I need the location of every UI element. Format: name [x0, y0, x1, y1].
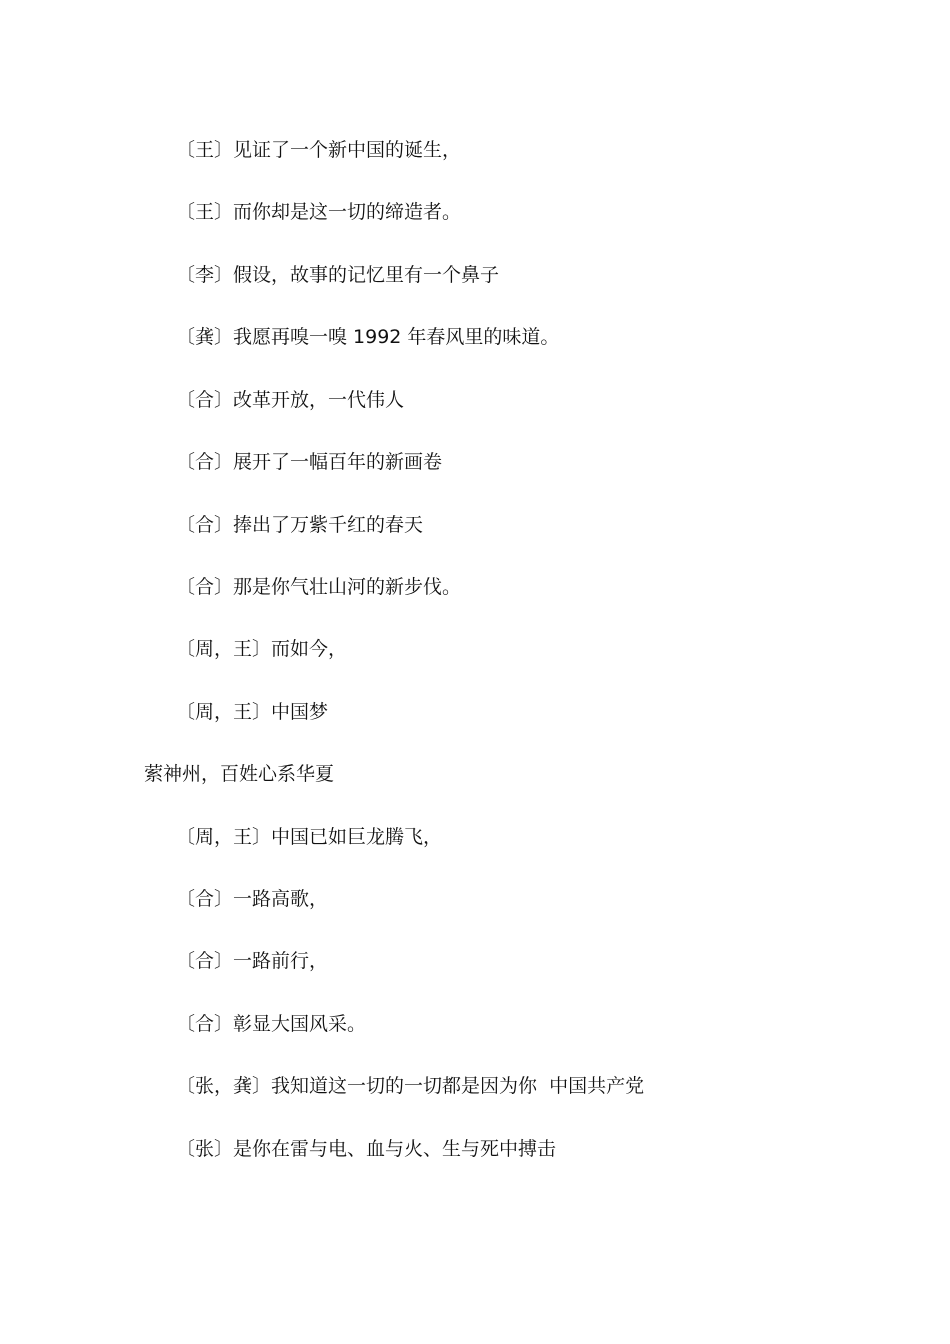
- text-line: 〔张，龚〕我知道这一切的一切都是因为你 中国共产党: [176, 1075, 645, 1097]
- text-line: 〔合〕一路前行，: [176, 950, 329, 972]
- text-line: 〔龚〕我愿再嗅一嗅 1992 年春风里的味道。: [176, 326, 560, 348]
- text-line: 〔王〕见证了一个新中国的诞生，: [176, 139, 462, 161]
- text-line: 〔周，王〕中国梦: [176, 701, 329, 723]
- text-line: 〔合〕改革开放，一代伟人: [176, 389, 405, 411]
- text-line: 〔张〕是你在雷与电、血与火、生与死中搏击: [176, 1138, 557, 1160]
- text-line: 萦神州，百姓心系华夏: [144, 763, 335, 785]
- text-line: 〔合〕彰显大国风采。: [176, 1013, 367, 1035]
- text-line: 〔周，王〕而如今，: [176, 638, 348, 660]
- text-line: 〔合〕一路高歌，: [176, 888, 329, 910]
- text-line: 〔合〕捧出了万紫千红的春天: [176, 514, 424, 536]
- text-line: 〔合〕展开了一幅百年的新画卷: [176, 451, 443, 473]
- text-line: 〔李〕假设，故事的记忆里有一个鼻子: [176, 264, 500, 286]
- text-line: 〔合〕那是你气壮山河的新步伐。: [176, 576, 462, 598]
- text-line: 〔王〕而你却是这一切的缔造者。: [176, 201, 462, 223]
- text-line: 〔周，王〕中国已如巨龙腾飞，: [176, 826, 443, 848]
